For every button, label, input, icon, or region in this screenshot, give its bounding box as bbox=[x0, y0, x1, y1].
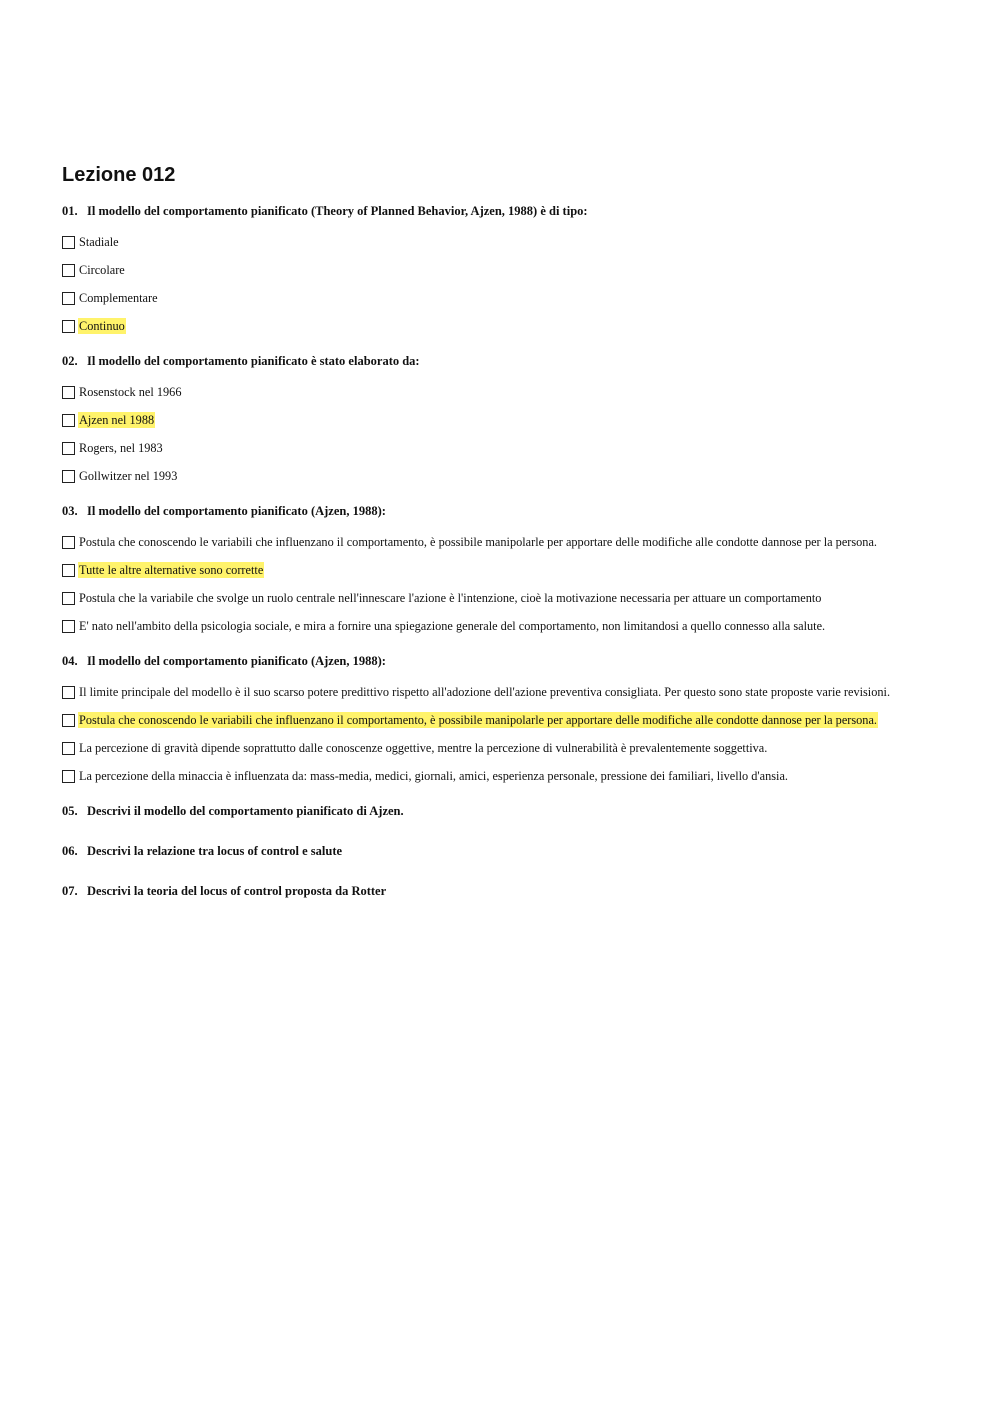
answer-option[interactable] bbox=[62, 434, 962, 462]
question-text: Il modello del comportamento pianificato (Ajzen, 1988): bbox=[87, 654, 386, 668]
answer-checkbox[interactable] bbox=[62, 292, 75, 305]
answer-checkbox[interactable] bbox=[62, 442, 75, 455]
answer-option[interactable] bbox=[62, 528, 962, 556]
answer-checkbox[interactable] bbox=[62, 714, 75, 727]
answer-text: E' nato nell'ambito della psicologia sociale, e mira a fornire una spiegazione generale del comportamento, non limitandosi a quello connesso alla salute. bbox=[79, 619, 826, 633]
answer-checkbox[interactable] bbox=[62, 386, 75, 399]
answer-checkbox[interactable] bbox=[62, 742, 75, 755]
question-heading bbox=[62, 653, 962, 670]
answer-text: Ajzen nel 1988 bbox=[79, 413, 155, 427]
question-text: Il modello del comportamento pianificato (Theory of Planned Behavior, Ajzen, 1988) è di tipo: bbox=[87, 204, 588, 218]
open-question-list bbox=[62, 803, 962, 900]
answer-option[interactable] bbox=[62, 284, 962, 312]
question-text: Descrivi il modello del comportamento pianificato di Ajzen. bbox=[87, 804, 404, 818]
document-page bbox=[62, 160, 962, 923]
answer-checkbox[interactable] bbox=[62, 620, 75, 633]
question-number: 02. bbox=[62, 354, 78, 368]
answer-checkbox[interactable] bbox=[62, 564, 75, 577]
answer-option[interactable] bbox=[62, 556, 962, 584]
answer-checkbox[interactable] bbox=[62, 470, 75, 483]
answer-text: Complementare bbox=[79, 291, 158, 305]
answer-list bbox=[62, 378, 962, 490]
answer-checkbox[interactable] bbox=[62, 320, 75, 333]
answer-checkbox[interactable] bbox=[62, 770, 75, 783]
answer-checkbox[interactable] bbox=[62, 236, 75, 249]
answer-text: Stadiale bbox=[79, 235, 119, 249]
question bbox=[62, 353, 962, 490]
answer-option[interactable] bbox=[62, 256, 962, 284]
open-question bbox=[62, 803, 962, 820]
question-number: 05. bbox=[62, 804, 78, 818]
answer-text: Tutte le altre alternative sono corrette bbox=[79, 563, 264, 577]
answer-list bbox=[62, 678, 962, 790]
answer-option[interactable] bbox=[62, 228, 962, 256]
lesson-title: Lezione 012 bbox=[62, 164, 176, 186]
answer-text: Gollwitzer nel 1993 bbox=[79, 469, 178, 483]
answer-text: Postula che conoscendo le variabili che influenzano il comportamento, è possibile manipolarle per apportare delle modifiche alle condotte dannose per la persona. bbox=[79, 535, 877, 549]
answer-option[interactable] bbox=[62, 406, 962, 434]
question bbox=[62, 653, 962, 790]
answer-text: La percezione della minaccia è influenzata da: mass-media, medici, giornali, amici, esperienza personale, pressione dei familiari, livello d'ansia. bbox=[79, 769, 788, 783]
answer-option[interactable] bbox=[62, 734, 962, 762]
answer-option[interactable] bbox=[62, 584, 962, 612]
open-question bbox=[62, 843, 962, 860]
answer-text: Rogers, nel 1983 bbox=[79, 441, 163, 455]
answer-checkbox[interactable] bbox=[62, 536, 75, 549]
answer-text: La percezione di gravità dipende soprattutto dalle conoscenze oggettive, mentre la percezione di vulnerabilità è prevalentemente soggettiva. bbox=[79, 741, 768, 755]
question-number: 07. bbox=[62, 884, 78, 898]
question-heading bbox=[62, 353, 962, 370]
question-text: Descrivi la relazione tra locus of control e salute bbox=[87, 844, 343, 858]
question bbox=[62, 503, 962, 640]
question-number: 01. bbox=[62, 204, 78, 218]
answer-checkbox[interactable] bbox=[62, 592, 75, 605]
answer-list bbox=[62, 528, 962, 640]
question-text: Il modello del comportamento pianificato è stato elaborato da: bbox=[87, 354, 420, 368]
answer-checkbox[interactable] bbox=[62, 414, 75, 427]
answer-option[interactable] bbox=[62, 762, 962, 790]
answer-option[interactable] bbox=[62, 462, 962, 490]
answer-text: Postula che la variabile che svolge un ruolo centrale nell'innescare l'azione è l'intenzione, cioè la motivazione necessaria per attuare un comportamento bbox=[79, 591, 822, 605]
question-list bbox=[62, 203, 962, 790]
answer-option[interactable] bbox=[62, 612, 962, 640]
answer-option[interactable] bbox=[62, 678, 962, 706]
question-text: Descrivi la teoria del locus of control proposta da Rotter bbox=[87, 884, 387, 898]
question-heading bbox=[62, 203, 962, 220]
question bbox=[62, 203, 962, 340]
question-number: 06. bbox=[62, 844, 78, 858]
answer-option[interactable] bbox=[62, 312, 962, 340]
answer-option[interactable] bbox=[62, 706, 962, 734]
question-text: Il modello del comportamento pianificato (Ajzen, 1988): bbox=[87, 504, 386, 518]
answer-text: Rosenstock nel 1966 bbox=[79, 385, 182, 399]
question-number: 03. bbox=[62, 504, 78, 518]
answer-text: Il limite principale del modello è il suo scarso potere predittivo rispetto all'adozione dell'azione preventiva consigliata. Per questo sono state proposte varie revisioni. bbox=[79, 685, 891, 699]
answer-text: Continuo bbox=[79, 319, 125, 333]
answer-checkbox[interactable] bbox=[62, 686, 75, 699]
answer-list bbox=[62, 228, 962, 340]
answer-option[interactable] bbox=[62, 378, 962, 406]
answer-text: Postula che conoscendo le variabili che influenzano il comportamento, è possibile manipolarle per apportare delle modifiche alle condotte dannose per la persona. bbox=[79, 713, 877, 727]
answer-checkbox[interactable] bbox=[62, 264, 75, 277]
open-question bbox=[62, 883, 962, 900]
answer-text: Circolare bbox=[79, 263, 125, 277]
question-number: 04. bbox=[62, 654, 78, 668]
question-heading bbox=[62, 503, 962, 520]
